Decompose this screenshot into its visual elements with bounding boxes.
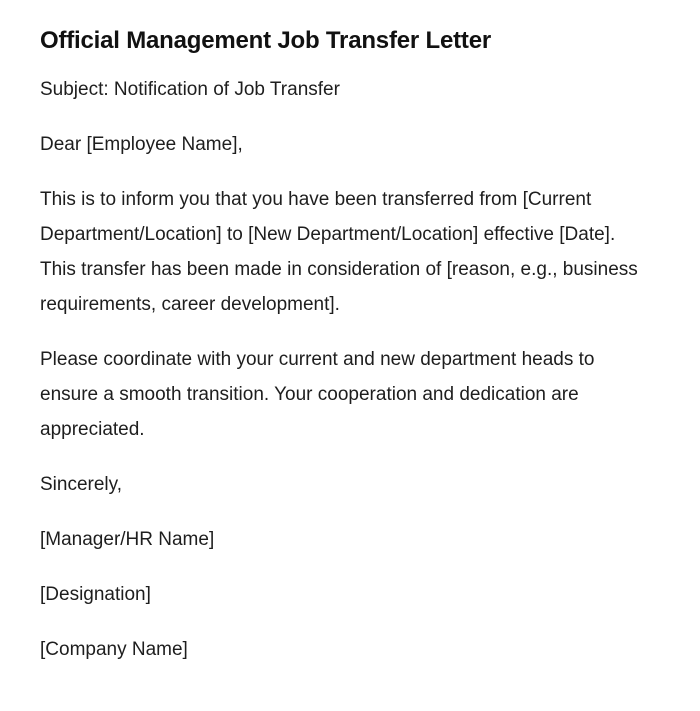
letter-title: Official Management Job Transfer Letter — [40, 27, 491, 54]
letter-closing: Sincerely, — [40, 474, 123, 495]
letter-body-paragraph-1: This is to inform you that you have been transferred from [Current Department/Location] to [New Department/Location] effective [Date]. This transfer has been made in consideration of [reason, e.g., business requirements, career development]. — [40, 189, 638, 315]
letter-subject: Subject: Notification of Job Transfer — [40, 79, 340, 100]
signatory-designation: [Designation] — [40, 584, 151, 605]
signatory-name: [Manager/HR Name] — [40, 529, 215, 550]
signatory-company: [Company Name] — [40, 639, 188, 660]
letter-salutation: Dear [Employee Name], — [40, 134, 243, 155]
letter-body-paragraph-2: Please coordinate with your current and new department heads to ensure a smooth transition. Your cooperation and dedication are appreciated. — [40, 349, 595, 440]
